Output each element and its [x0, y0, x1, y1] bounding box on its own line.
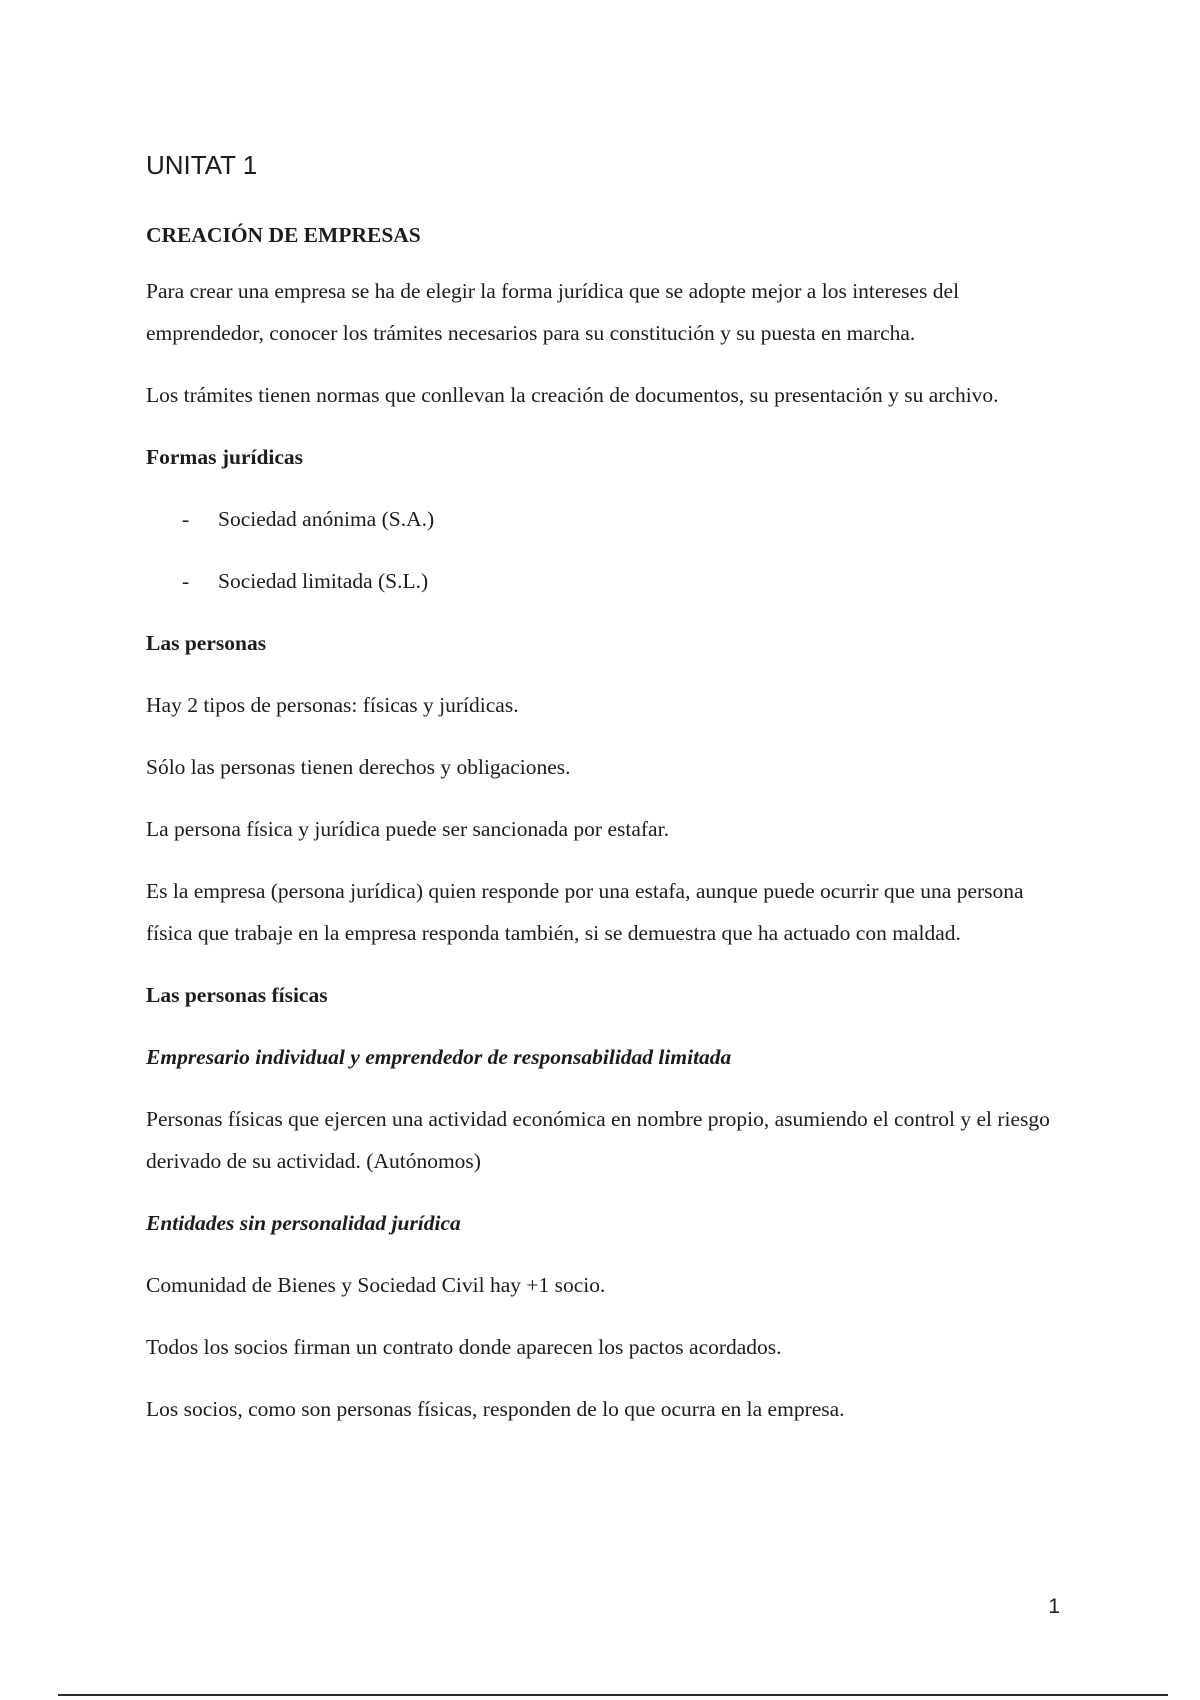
unit-title: UNITAT 1: [146, 150, 258, 180]
document-body: [146, 146, 1066, 1450]
personas-heading: Las personas: [146, 631, 267, 655]
entidades-paragraph: Los socios, como son personas físicas, responden de lo que ocurra en la empresa.: [146, 1397, 845, 1421]
intro-paragraph: Los trámites tienen normas que conllevan la creación de documentos, su presentación y su archivo.: [146, 383, 999, 407]
personas-paragraph: La persona física y jurídica puede ser sancionada por estafar.: [146, 817, 669, 841]
intro-paragraph: Para crear una empresa se ha de elegir la forma jurídica que se adopte mejor a los intereses del emprendedor, conocer los trámites necesarios para su constitución y su puesta en marcha.: [146, 279, 960, 345]
dash-bullet: -: [182, 569, 190, 593]
page-number: 1: [1048, 1595, 1060, 1618]
formas-juridicas-list: [146, 498, 1066, 602]
personas-paragraph: Es la empresa (persona jurídica) quien responde por una estafa, aunque puede ocurrir que una persona física que trabaje en la empresa responda también, si se demuestra que ha actuado con maldad.: [146, 879, 1024, 945]
empresario-paragraph: Personas físicas que ejercen una actividad económica en nombre propio, asumiendo el control y el riesgo derivado de su actividad. (Autónomos): [146, 1107, 1050, 1173]
list-item-text: Sociedad anónima (S.A.): [218, 507, 435, 531]
formas-juridicas-heading: Formas jurídicas: [146, 445, 304, 469]
personas-paragraph: Sólo las personas tienen derechos y obligaciones.: [146, 755, 571, 779]
list-item-text: Sociedad limitada (S.L.): [218, 569, 429, 593]
empresario-heading: Empresario individual y emprendedor de responsabilidad limitada: [146, 1045, 732, 1069]
dash-bullet: -: [182, 507, 190, 531]
personas-paragraph: Hay 2 tipos de personas: físicas y jurídicas.: [146, 693, 519, 717]
entidades-heading: Entidades sin personalidad jurídica: [146, 1211, 461, 1235]
entidades-paragraph: Todos los socios firman un contrato donde aparecen los pactos acordados.: [146, 1335, 782, 1359]
page-divider: [58, 1694, 1168, 1696]
list-item: [146, 498, 1066, 540]
entidades-paragraph: Comunidad de Bienes y Sociedad Civil hay +1 socio.: [146, 1273, 606, 1297]
list-item: [146, 560, 1066, 602]
personas-fisicas-heading: Las personas físicas: [146, 983, 328, 1007]
main-heading: CREACIÓN DE EMPRESAS: [146, 223, 421, 247]
